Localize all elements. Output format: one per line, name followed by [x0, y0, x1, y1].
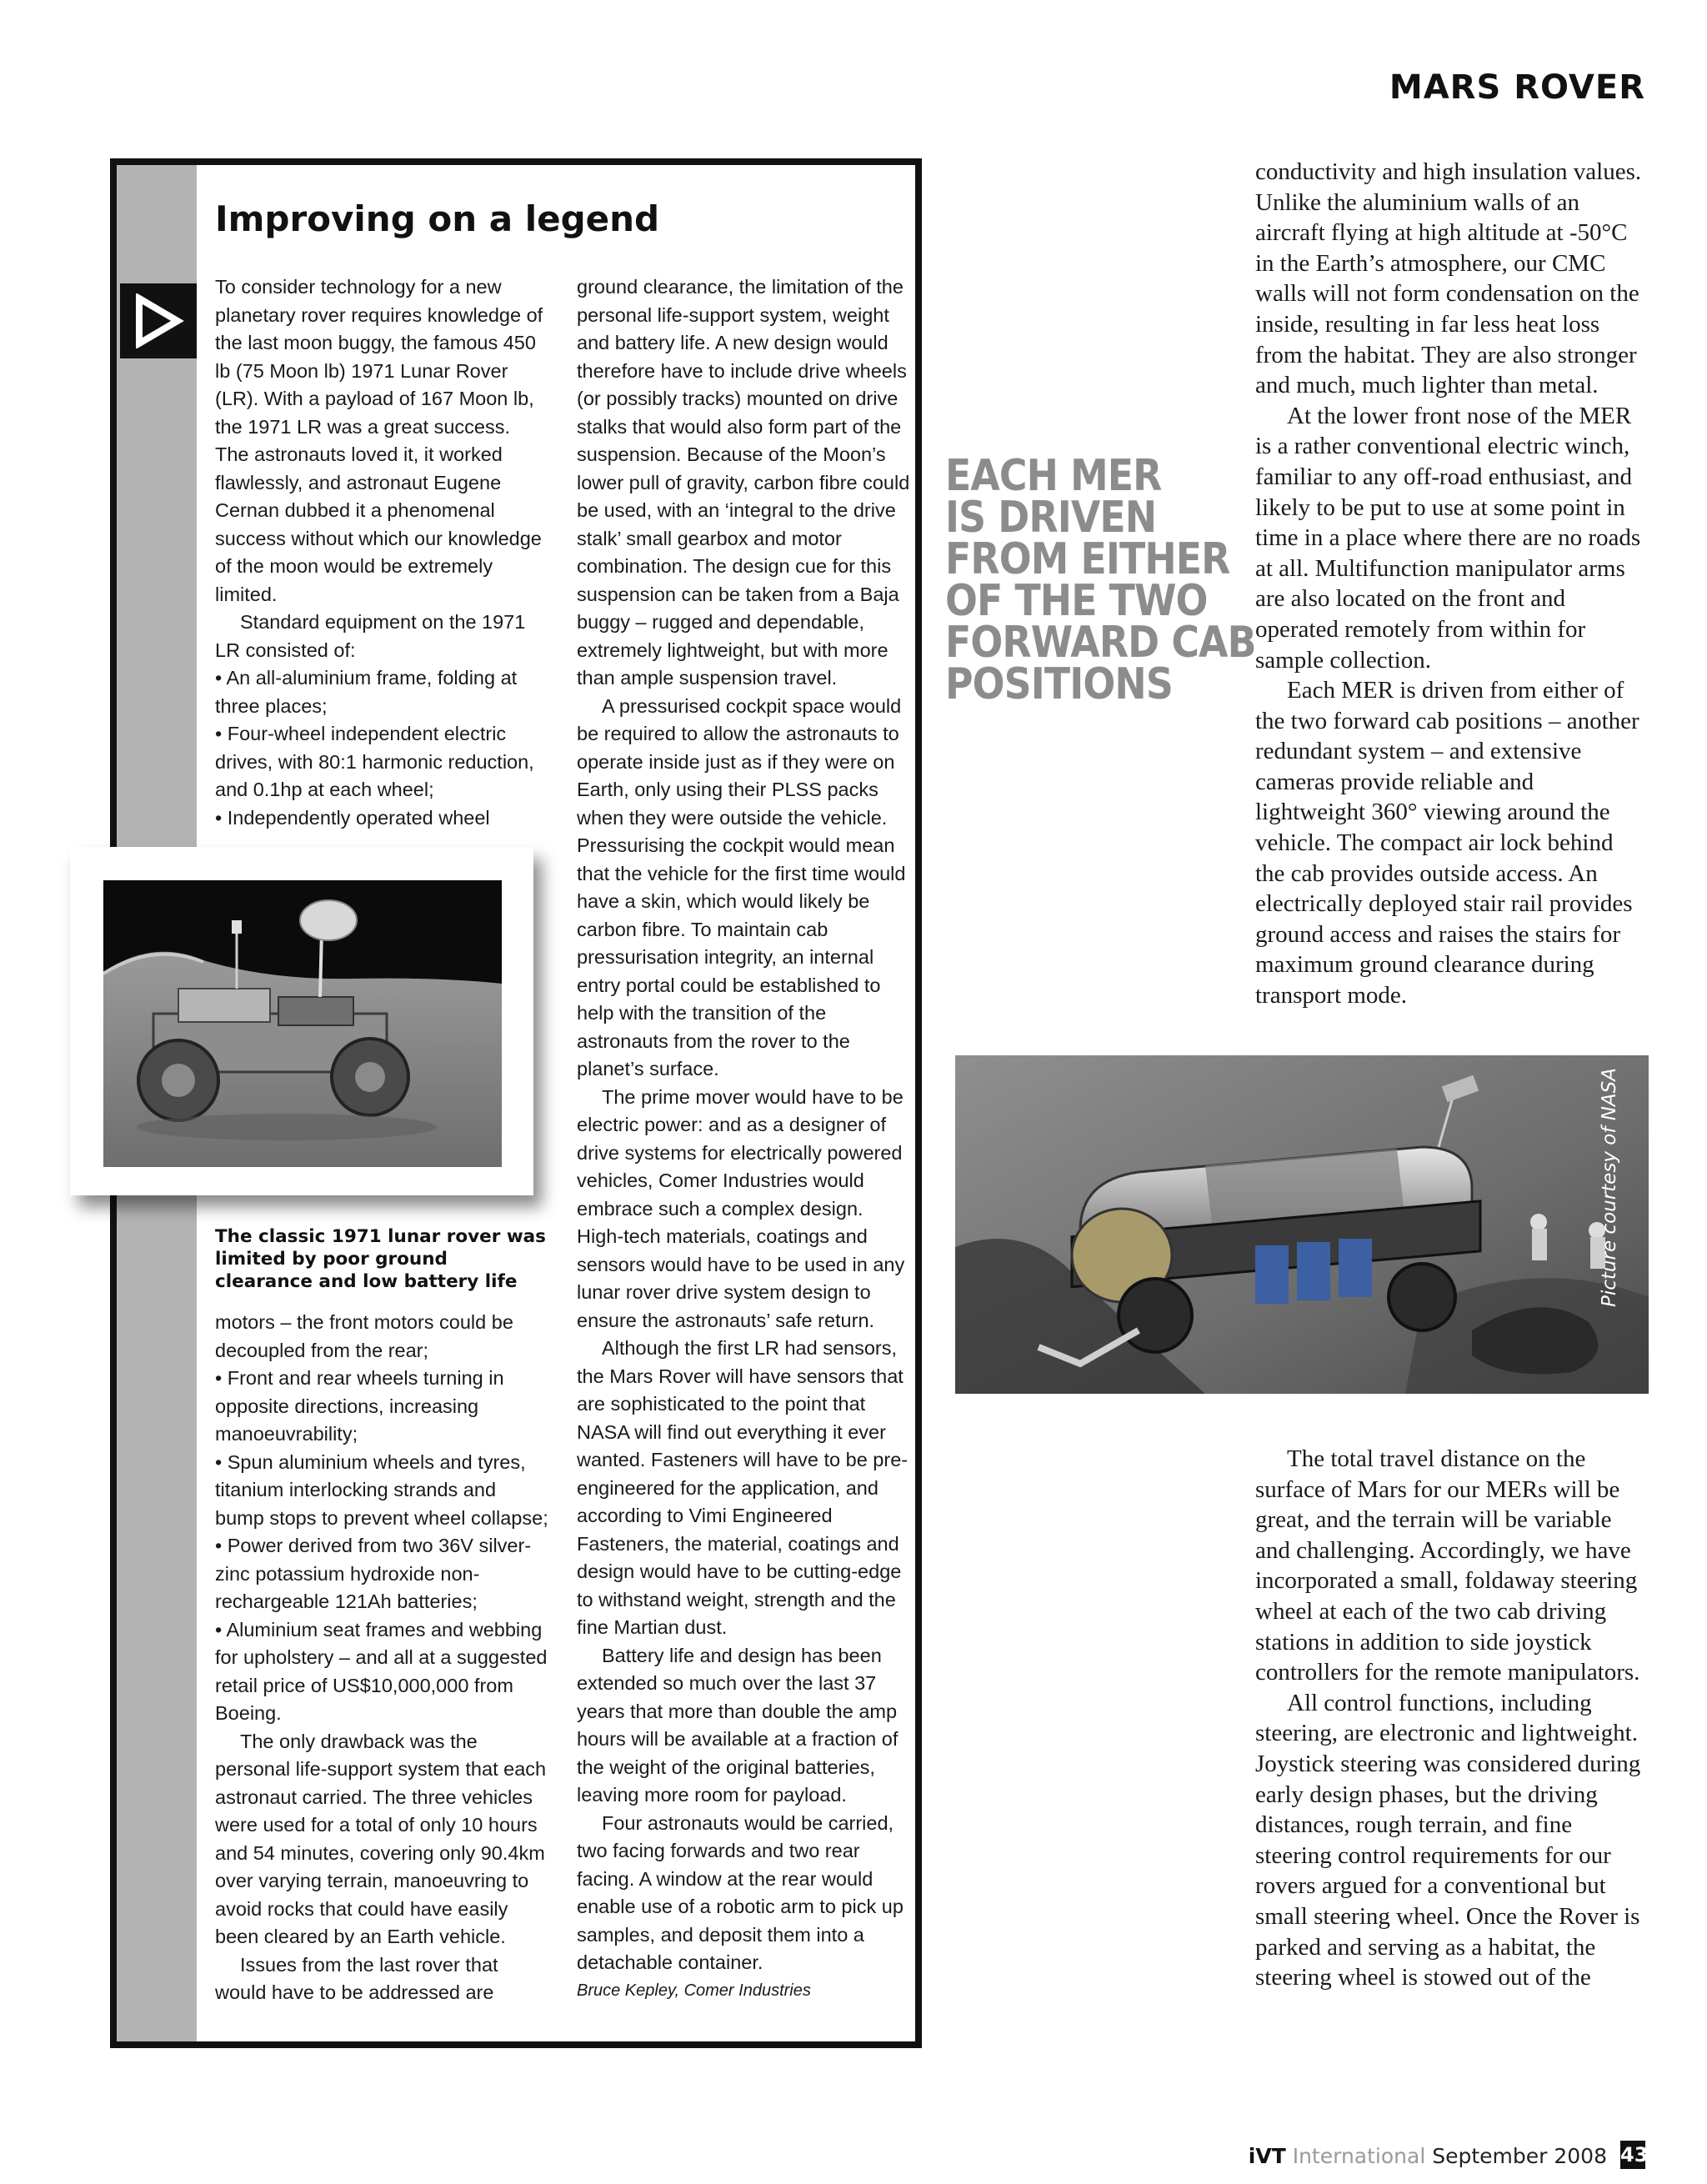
right-column-top	[1255, 157, 1649, 1011]
byline: Bruce Kepley, Comer Industries	[577, 1981, 811, 2000]
page-footer	[1249, 2144, 1607, 2168]
paragraph: The only drawback was the personal life-support system that each astronaut carried. The three vehicles were used for a total of only 10 hours and 54 minutes, covering only 90.4km over varying terrain, manoeuvring to avoid rocks that could have easily been cleared by an Earth vehicle.	[215, 1730, 547, 1947]
paragraph: Four astronauts would be carried, two facing forwards and two rear facing. A window at the rear would enable use of a robotic arm to pick up samples, and deposit them into a detachable container.	[577, 1811, 904, 1973]
bullet-item: • Spun aluminium wheels and tyres, titanium interlocking strands and bump stops to prevent wheel collapse;	[215, 1450, 548, 1529]
bullet-item: • Four-wheel independent electric drives, with 80:1 harmonic reduction, and 0.1hp at each wheel;	[215, 723, 534, 800]
paragraph: At the lower front nose of the MER is a rather conventional electric winch, familiar to any off-road enthusiast, and likely to be put to use at some point in time in a place where there are no roads at all. Multifunction manipulator arms are also located on the front and operated remotely from within for sample collection.	[1255, 402, 1641, 674]
sidebar-column-2	[577, 273, 910, 2005]
photo-caption: The classic 1971 lunar rover was limited by poor ground clearance and low battery life	[215, 1226, 546, 1292]
bullet-item: • Aluminium seat frames and webbing for upholstery – and all at a suggested retail price of US$10,000,000 from Boeing.	[215, 1618, 548, 1724]
pull-quote-line: OF THE TWO	[945, 576, 1208, 626]
paragraph: ground clearance, the limitation of the personal life-support system, weight and battery life. A new design would therefore have to include drive wheels (or possibly tracks) mounted on drive stalks that would also form part of the suspension. Because of the Moon’s lower pull of gravity, carbon fibre could be used, with an ‘integral to the drive stalk’ small gearbox and motor combination. The design cue for this suspension can be taken from a Baja buggy – rugged and dependable, extremely lightweight, but with more than ample suspension travel.	[577, 276, 910, 689]
paragraph: conductivity and high insulation values. Unlike the aluminium walls of an aircraft flying at high altitude at -50°C in the Earth’s atmosphere, our CMC walls will not form condensation on the inside, resulting in far less heat loss from the habitat. They are also stronger and much, much lighter than metal.	[1255, 158, 1642, 399]
paragraph: Battery life and design has been extended so much over the last 37 years that more than double the amp hours will be available at a fraction of the weight of the original batteries, leaving more room for payload.	[577, 1644, 899, 1806]
paragraph: Issues from the last rover that would have to be addressed are	[215, 1953, 498, 2003]
pull-quote-line: FROM EITHER	[945, 534, 1230, 584]
right-column-bottom	[1255, 1444, 1649, 1993]
footer-international: International	[1292, 2144, 1426, 2168]
bullet-item: • Power derived from two 36V silver-zinc potassium hydroxide non-rechargeable 121Ah batteries;	[215, 1535, 532, 1612]
paragraph: To consider technology for a new planetary rover requires knowledge of the last moon buggy, the famous 450 lb (75 Moon lb) 1971 Lunar Rover (LR). With a payload of 167 Moon lb, the 1971 LR was a great success. The astronauts loved it, it worked flawlessly, and astronaut Eugene Cernan dubbed it a phenomenal success without which our knowledge of the moon would be extremely limited.	[215, 276, 543, 605]
paragraph: All control functions, including steering, are electronic and lightweight. Joystick steering was considered during early design phases, but the driving distances, rough terrain, and fine steering control requirements for our rovers argued for a conventional but small steering wheel. Once the Rover is parked and serving as a habitat, the steering wheel is stowed out of the	[1255, 1689, 1641, 1991]
photo-credit: Picture courtesy of NASA	[1599, 1068, 1620, 1307]
page-number: 43	[1620, 2141, 1645, 2169]
paragraph: Each MER is driven from either of the two forward cab positions – another redundant system – and extensive cameras provide reliable and lightweight 360° viewing around the vehicle. The compact air lock behind the cab provides outside access. An electrically deployed stair rail provides ground access and raises the stairs for maximum ground clearance during transport mode.	[1255, 677, 1639, 1009]
bullet-item: • Independently operated wheel	[215, 806, 490, 829]
paragraph: A pressurised cockpit space would be required to allow the astronauts to operate inside just as if they were on Earth, only using their PLSS packs when they were outside the vehicle. Pressurising the cockpit would mean that the vehicle for the first time would have a skin, which would likely be carbon fibre. To maintain cab pressurisation integrity, an internal entry portal could be established to help with the transition of the astronauts from the rover to the planet’s surface.	[577, 694, 906, 1079]
bullet-item: motors – the front motors could be decoupled from the rear;	[215, 1311, 513, 1361]
mars-rover-render-photo	[955, 1055, 1649, 1394]
footer-brand: iVT	[1248, 2144, 1286, 2168]
paragraph: The prime mover would have to be electric power: and as a designer of drive systems for electrically powered vehicles, Comer Industries would embrace such a complex design. High-tech materials, coatings and sensors would have to be used in any lunar rover drive system design to ensure the astronauts’ safe return.	[577, 1085, 905, 1331]
sidebar-column-1-top	[215, 273, 548, 832]
sidebar-column-1-bottom	[215, 1309, 548, 2007]
pull-quote	[945, 451, 1256, 709]
lunar-rover-photo-frame	[70, 847, 533, 1195]
paragraph: Standard equipment on the 1971 LR consisted of:	[215, 611, 526, 661]
pull-quote-line: FORWARD CAB	[945, 618, 1256, 668]
section-header: MARS ROVER	[1389, 68, 1645, 107]
pull-quote-line: IS DRIVEN	[945, 493, 1157, 543]
sidebar-title: Improving on a legend	[215, 198, 660, 239]
pull-quote-line: POSITIONS	[945, 659, 1173, 709]
footer-date: September 2008	[1432, 2144, 1607, 2168]
bullet-item: • An all-aluminium frame, folding at three places;	[215, 667, 518, 717]
lunar-rover-photo	[103, 880, 502, 1167]
bullet-item: • Front and rear wheels turning in opposite directions, increasing manoeuvrability;	[215, 1367, 504, 1445]
play-arrow-icon	[120, 283, 197, 358]
paragraph: Although the first LR had sensors, the Mars Rover will have sensors that are sophisticated to the point that NASA will find out everything it ever wanted. Fasteners will have to be pre-engineered for the application, and according to Vimi Engineered Fasteners, the material, coatings and design would have to be cutting-edge to withstand weight, strength and the fine Martian dust.	[577, 1337, 909, 1638]
paragraph: The total travel distance on the surface of Mars for our MERs will be great, and the terrain will be variable and challenging. Accordingly, we have incorporated a small, foldaway steering wheel at each of the two cab driving stations in addition to side joystick controllers for the remote manipulators.	[1255, 1445, 1640, 1686]
pull-quote-line: EACH MER	[945, 451, 1162, 501]
